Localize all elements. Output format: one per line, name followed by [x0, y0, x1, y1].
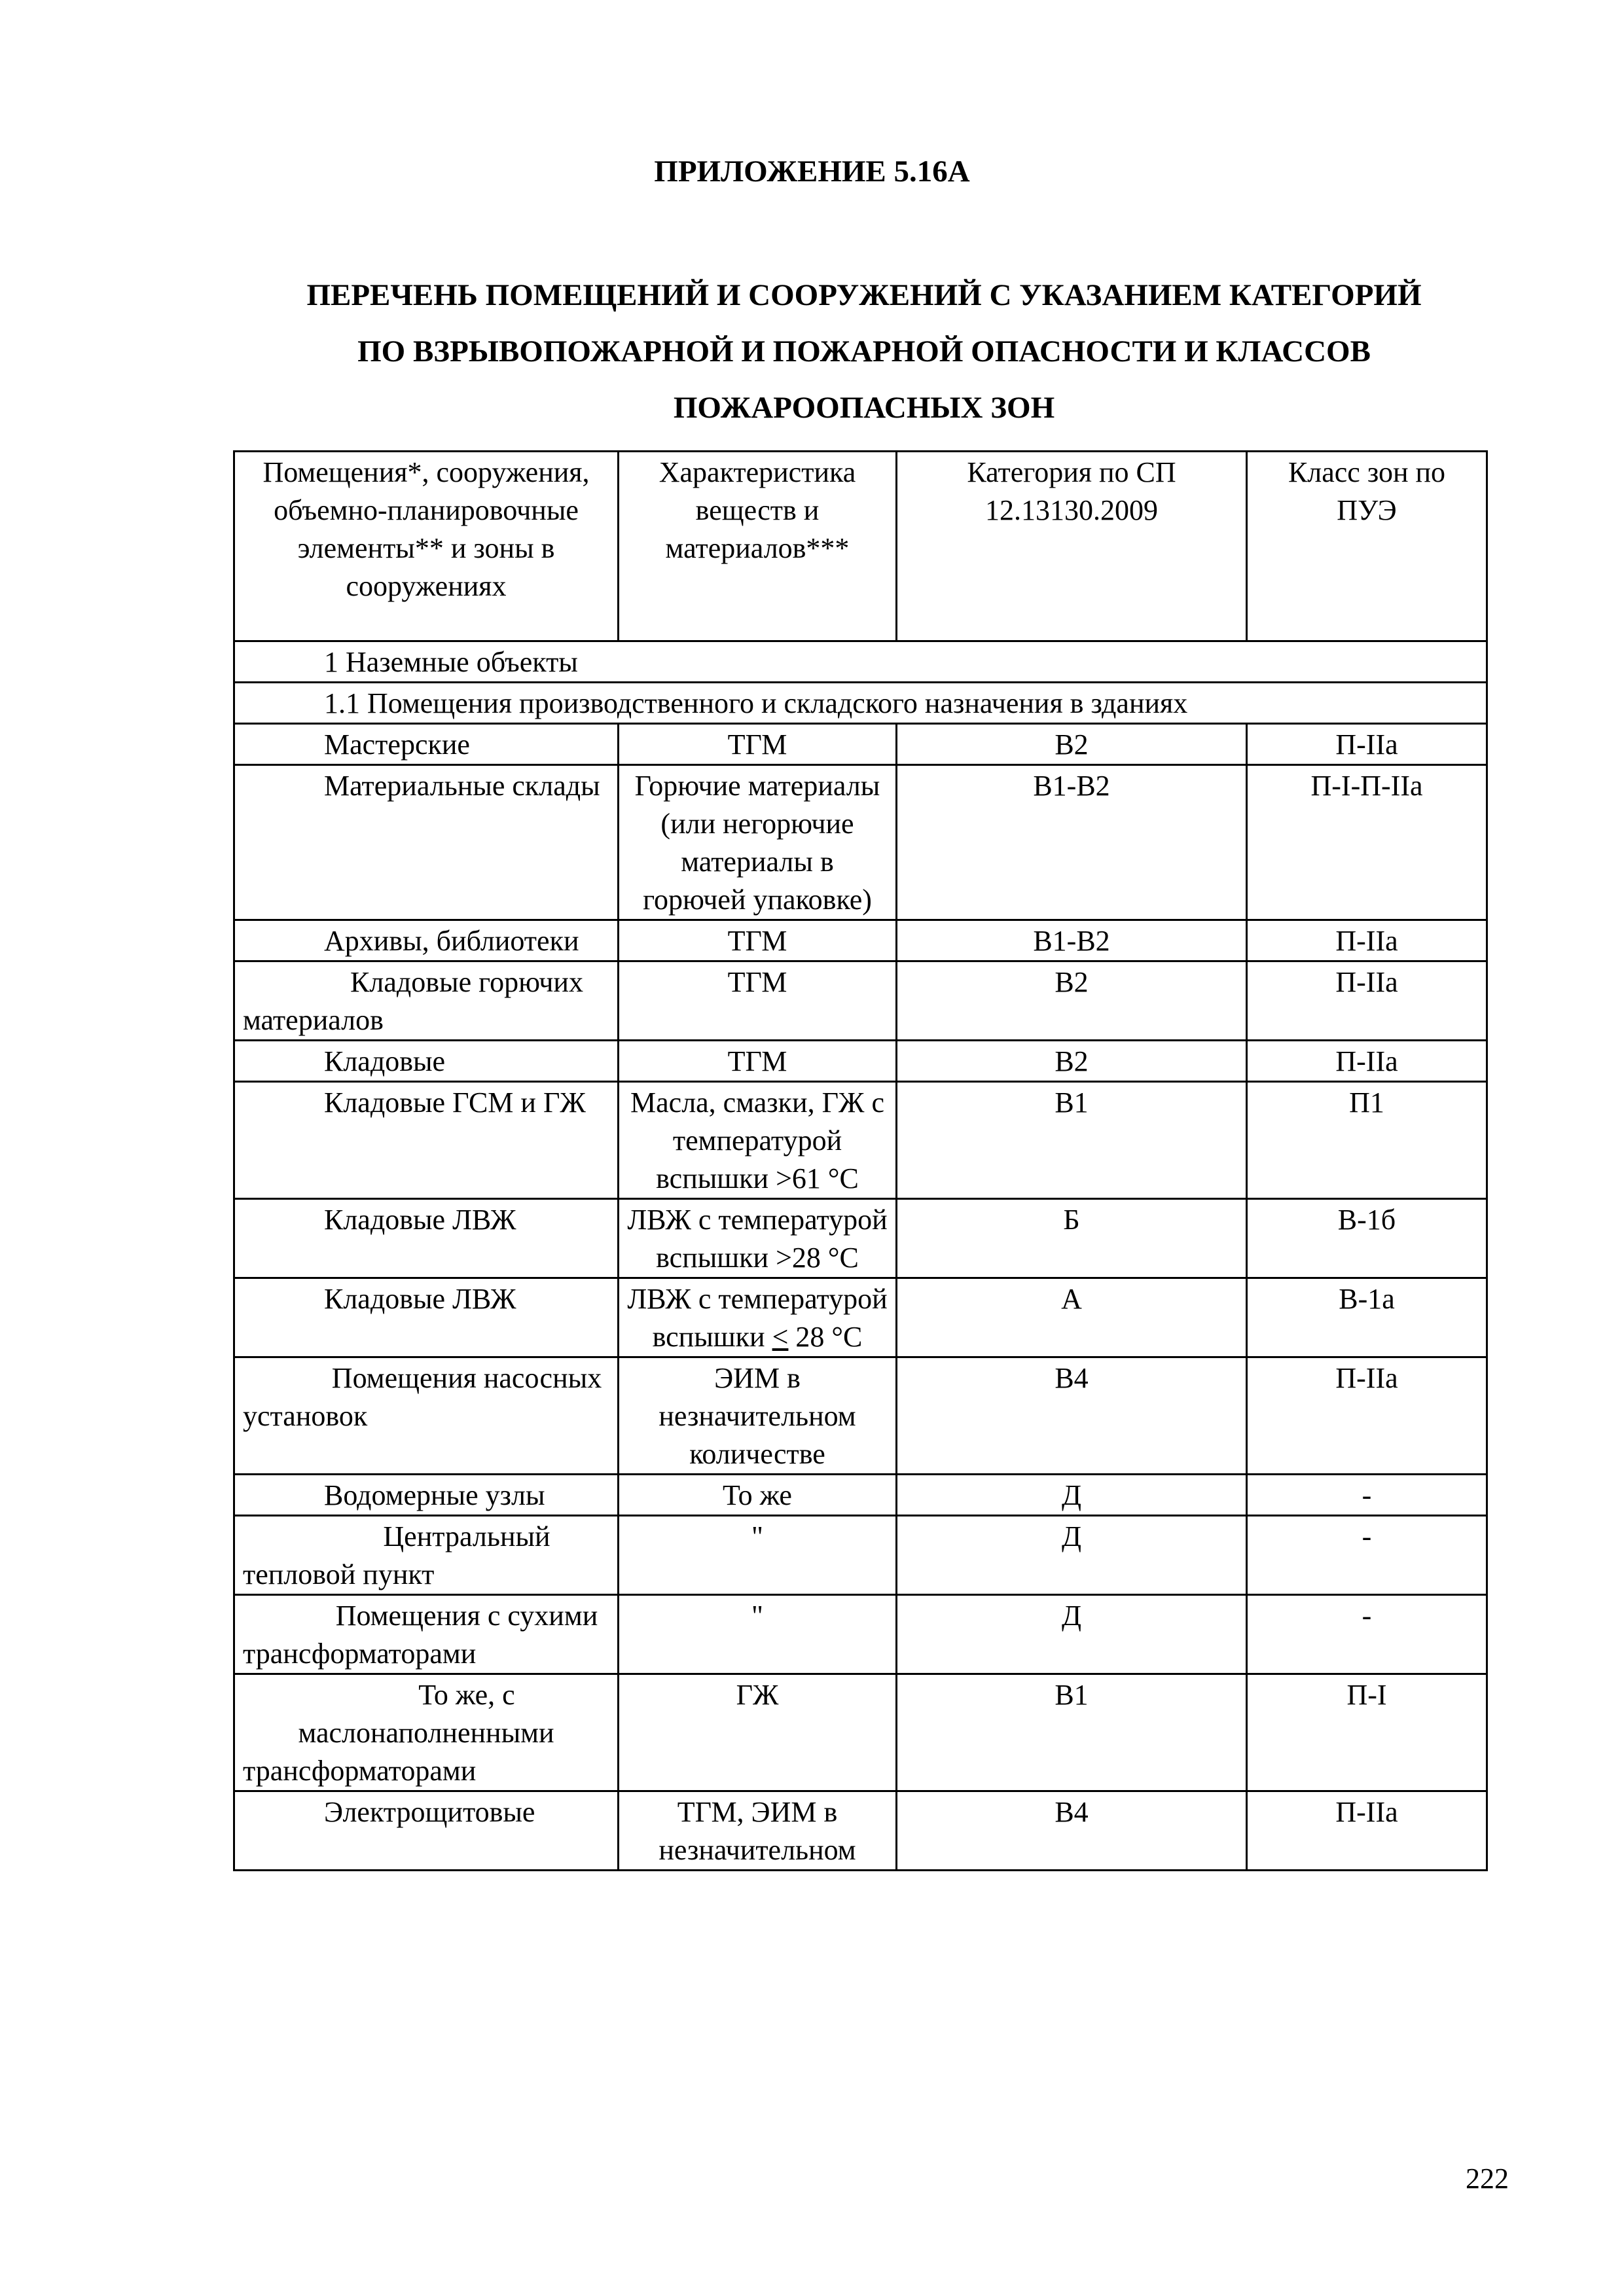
cell-zone: П-I-П-IIа: [1247, 765, 1487, 920]
document-title: [236, 267, 1492, 436]
appendix-heading: ПРИЛОЖЕНИЕ 5.16А: [654, 154, 970, 188]
less-equal-symbol: <: [772, 1321, 789, 1353]
cell-material: ": [619, 1516, 897, 1595]
cell-premises: Центральный тепловой пункт: [234, 1516, 619, 1595]
cell-premises: Кладовые горючих материалов: [234, 961, 619, 1041]
page-number: 222: [1466, 2162, 1509, 2195]
material-text: ЛВЖ с температурой вспышки: [627, 1283, 888, 1353]
cell-zone: П-IIа: [1247, 920, 1487, 961]
cell-zone: -: [1247, 1595, 1487, 1674]
table-row: [234, 1278, 1487, 1357]
table-header-row: [234, 452, 1487, 641]
cell-material: [619, 1278, 897, 1357]
cell-zone: В-1а: [1247, 1278, 1487, 1357]
cell-material: ГЖ: [619, 1674, 897, 1791]
section-row: [234, 641, 1487, 683]
cell-category: В4: [897, 1791, 1247, 1871]
cell-zone: -: [1247, 1475, 1487, 1516]
section-ground-objects: 1 Наземные объекты: [234, 641, 1487, 683]
cell-zone: П-IIа: [1247, 1357, 1487, 1475]
cell-category: Д: [897, 1516, 1247, 1595]
title-line-3: ПОЖАРООПАСНЫХ ЗОН: [673, 391, 1055, 425]
cell-premises: Помещения насосных установок: [234, 1357, 619, 1475]
cell-zone: П-I: [1247, 1674, 1487, 1791]
section-industrial-premises: 1.1 Помещения производственного и складского назначения в зданиях: [234, 683, 1487, 724]
table-row: [234, 1475, 1487, 1516]
cell-zone: П-IIа: [1247, 1791, 1487, 1871]
cell-material: Масла, смазки, ГЖ с температурой вспышки >61 °С: [619, 1082, 897, 1199]
cell-premises: Мастерские: [234, 724, 619, 765]
cell-category: В1: [897, 1082, 1247, 1199]
table-row: [234, 765, 1487, 920]
cell-material: ТГМ, ЭИМ в незначительном: [619, 1791, 897, 1871]
cell-premises: Архивы, библиотеки: [234, 920, 619, 961]
table-row: [234, 920, 1487, 961]
table-row: [234, 1791, 1487, 1871]
cell-zone: П-IIа: [1247, 1041, 1487, 1082]
cell-premises: То же, с маслонаполненными трансформаторами: [234, 1674, 619, 1791]
cell-premises: Кладовые ЛВЖ: [234, 1199, 619, 1278]
premises-table: [233, 450, 1488, 1871]
header-category: Категория по СП 12.13130.2009: [897, 452, 1247, 641]
cell-category: В1-В2: [897, 765, 1247, 920]
table-row: [234, 961, 1487, 1041]
cell-zone: П-IIа: [1247, 724, 1487, 765]
cell-premises: Материальные склады: [234, 765, 619, 920]
cell-premises: Кладовые: [234, 1041, 619, 1082]
cell-material: ТГМ: [619, 1041, 897, 1082]
cell-material: ТГМ: [619, 920, 897, 961]
cell-premises: Водомерные узлы: [234, 1475, 619, 1516]
cell-category: В4: [897, 1357, 1247, 1475]
material-temperature: 28 °С: [795, 1321, 863, 1353]
cell-category: Б: [897, 1199, 1247, 1278]
cell-category: А: [897, 1278, 1247, 1357]
cell-premises: Электрощитовые: [234, 1791, 619, 1871]
cell-category: Д: [897, 1595, 1247, 1674]
header-zone-class: Класс зон по ПУЭ: [1247, 452, 1487, 641]
table-row: [234, 1199, 1487, 1278]
cell-material: ЛВЖ с температурой вспышки >28 °С: [619, 1199, 897, 1278]
cell-zone: В-1б: [1247, 1199, 1487, 1278]
table-row: [234, 1357, 1487, 1475]
cell-category: В1-В2: [897, 920, 1247, 961]
table-row: [234, 1595, 1487, 1674]
title-line-2: ПО ВЗРЫВОПОЖАРНОЙ И ПОЖАРНОЙ ОПАСНОСТИ И КЛАССОВ: [357, 334, 1371, 368]
header-premises: Помещения*, сооружения, объемно-планировочные элементы** и зоны в сооружениях: [234, 452, 619, 641]
cell-category: В2: [897, 1041, 1247, 1082]
cell-category: В2: [897, 724, 1247, 765]
table-row: [234, 1516, 1487, 1595]
table-row: [234, 1041, 1487, 1082]
cell-material: ТГМ: [619, 724, 897, 765]
cell-zone: П-IIа: [1247, 961, 1487, 1041]
cell-premises: Помещения с сухими трансформаторами: [234, 1595, 619, 1674]
cell-category: В1: [897, 1674, 1247, 1791]
cell-premises: Кладовые ЛВЖ: [234, 1278, 619, 1357]
cell-material: ЭИМ в незначительном количестве: [619, 1357, 897, 1475]
cell-material: Горючие материалы (или негорючие материалы в горючей упаковке): [619, 765, 897, 920]
cell-zone: П1: [1247, 1082, 1487, 1199]
cell-material: ": [619, 1595, 897, 1674]
header-materials: Характеристика веществ и материалов***: [619, 452, 897, 641]
title-line-1: ПЕРЕЧЕНЬ ПОМЕЩЕНИЙ И СООРУЖЕНИЙ С УКАЗАНИЕМ КАТЕГОРИЙ: [306, 278, 1422, 312]
cell-material: ТГМ: [619, 961, 897, 1041]
table-row: [234, 724, 1487, 765]
cell-premises: Кладовые ГСМ и ГЖ: [234, 1082, 619, 1199]
cell-category: Д: [897, 1475, 1247, 1516]
table-row: [234, 1082, 1487, 1199]
cell-material: То же: [619, 1475, 897, 1516]
section-row: [234, 683, 1487, 724]
cell-zone: -: [1247, 1516, 1487, 1595]
table-row: [234, 1674, 1487, 1791]
cell-category: В2: [897, 961, 1247, 1041]
